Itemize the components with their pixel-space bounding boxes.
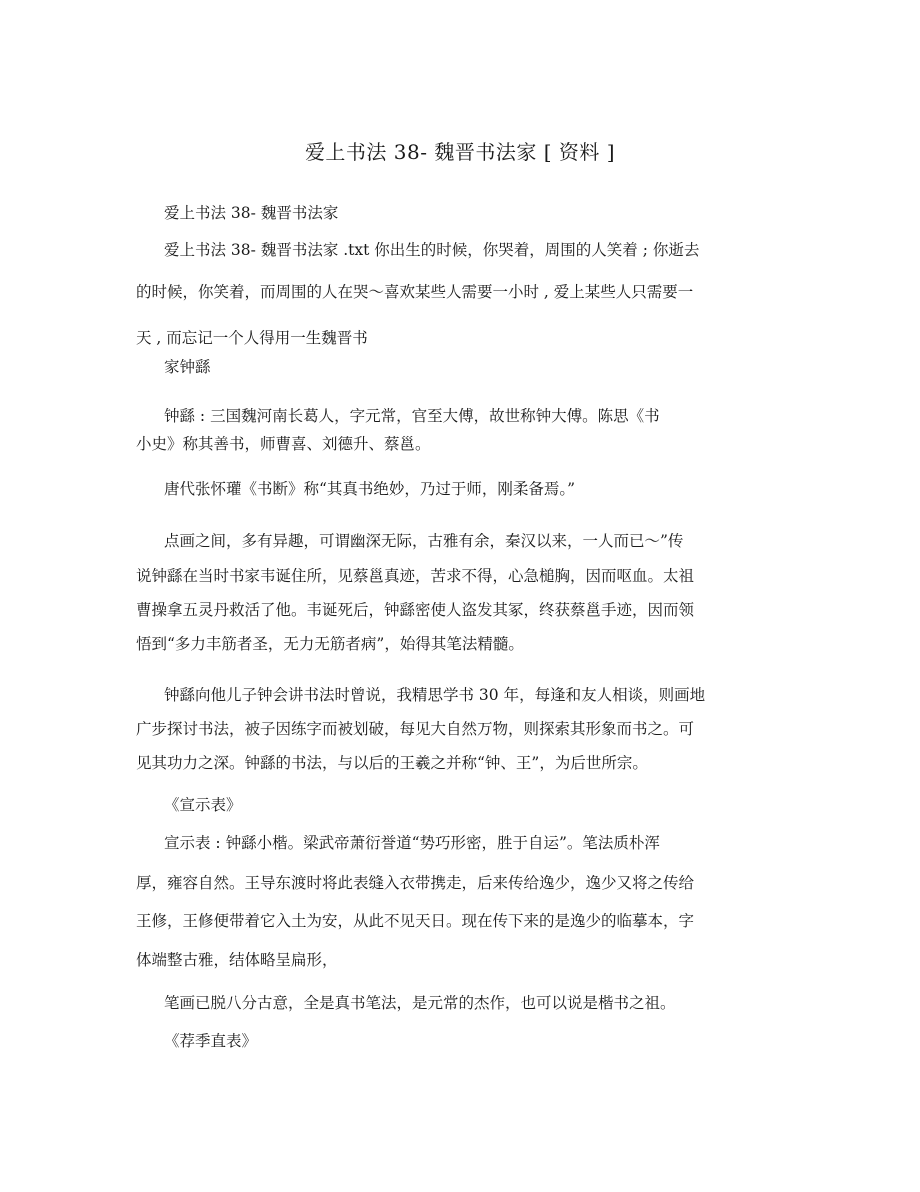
paragraph-line: 唐代张怀瓘《书断》称“其真书绝妙，乃过于师，刚柔备焉。”	[164, 480, 576, 498]
paragraph-line: 笔画已脱八分古意，全是真书笔法，是元常的杰作，也可以说是楷书之祖。	[164, 994, 676, 1012]
paragraph-line: 厚，雍容自然。王导东渡时将此表缝入衣带携走，后来传给逸少，逸少又将之传给	[136, 874, 695, 892]
paragraph-line: 宣示表 : 钟繇小楷。梁武帝萧衍誉道“势巧形密，胜于自运”。笔法质朴浑	[164, 834, 660, 852]
document-title: 爱上书法 38- 魏晋书法家 [ 资料 ]	[304, 140, 616, 164]
paragraph-line: 见其功力之深。钟繇的书法，与以后的王羲之并称“钟、王”，为后世所宗。	[136, 754, 648, 772]
paragraph-line: 曹操拿五灵丹救活了他。韦诞死后，钟繇密使人盗发其冢，终获蔡邕手迹，因而领	[136, 601, 695, 619]
paragraph-line: 家钟繇	[164, 358, 211, 376]
paragraph-line: 体端整古雅，结体略呈扁形，	[136, 951, 338, 969]
paragraph-line: 小史》称其善书，师曹喜、刘德升、蔡邕。	[136, 435, 431, 453]
paragraph-line: 点画之间，多有异趣，可谓幽深无际，古雅有余，秦汉以来，一人而已～”传	[164, 532, 684, 550]
paragraph-line: 的时候，你笑着，而周围的人在哭～喜欢某些人需要一小时 , 爱上某些人只需要一	[136, 283, 694, 301]
paragraph-line: 钟繇向他儿子钟会讲书法时曾说，我精思学书 30 年，每逢和友人相谈，则画地	[164, 686, 706, 704]
paragraph-line: 天 , 而忘记一个人得用一生魏晋书	[136, 329, 368, 347]
paragraph-line: 广步探讨书法，被子因练字而被划破，每见大自然万物，则探索其形象而书之。可	[136, 720, 695, 738]
paragraph-line: 钟繇 : 三国魏河南长葛人，字元常，官至大傅，故世称钟大傅。陈思《书	[164, 407, 660, 425]
paragraph-line: 爱上书法 38- 魏晋书法家	[164, 204, 339, 222]
section-heading: 《荐季直表》	[164, 1032, 258, 1050]
section-heading: 《宣示表》	[164, 796, 242, 814]
paragraph-line: 说钟繇在当时书家韦诞住所，见蔡邕真迹，苦求不得，心急槌胸，因而呕血。太祖	[136, 567, 695, 585]
paragraph-line: 爱上书法 38- 魏晋书法家 .txt 你出生的时候，你哭着，周围的人笑着 ; 你逝去	[164, 241, 700, 259]
paragraph-line: 悟到“多力丰筋者圣，无力无筋者病”，始得其笔法精髓。	[136, 635, 524, 653]
paragraph-line: 王修，王修便带着它入土为安，从此不见天日。现在传下来的是逸少的临摹本，字	[136, 912, 695, 930]
